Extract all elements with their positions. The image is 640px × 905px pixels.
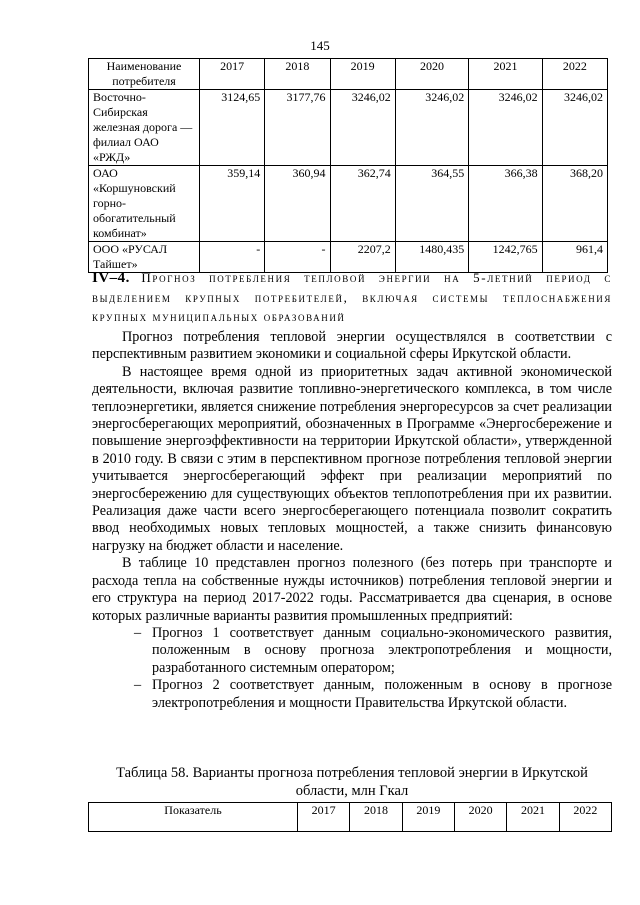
table-cell: 1480,435 xyxy=(395,242,468,273)
table-cell: - xyxy=(265,242,330,273)
paragraph: В таблице 10 представлен прогноз полезного (без потерь при транспорте и расхода тепла на собственные нужды источников) потребления тепловой энергии и его структура на период 2017-2022 годы. Рассматривается два сценария, в основе которых различные варианты развития промышленных предприятий: xyxy=(92,555,612,624)
paragraph: Прогноз потребления тепловой энергии осуществлялся в соответствии с перспективным развитием экономики и социальной сферы Иркутской области. xyxy=(92,329,612,363)
forecast-list xyxy=(92,625,612,712)
section-heading xyxy=(92,268,612,326)
list-marker: – xyxy=(134,677,142,694)
table-header-row xyxy=(89,803,612,832)
column-header: 2019 xyxy=(330,59,395,90)
table-cell: 961,4 xyxy=(542,242,607,273)
paragraph: В настоящее время одной из приоритетных задач активной экономической деятельности, включая развитие топливно-энергетического комплекса, в том числе теплоэнергетики, является снижение потребления энергоресурсов за счет реализации энергосберегающих мероприятий, обозначенных в Программе «Энергосбережение и повышение энергоэффективности на территории Иркутской области», утвержденной в 2010 году. В связи с этим в перспективном прогнозе потребления тепловой энергии учитывается энергосберегающий эффект при реализации мероприятий по энергосбережению для существующих объектов теплопотребления при их развитии. Реализация даже части всего энергосберегающего потенциала позволит сократить ввод необходимых новых тепловых мощностей, а также снизить финансовую нагрузку на бюджет области и население. xyxy=(92,363,612,554)
column-header: 2019 xyxy=(402,803,454,832)
table-cell: 3246,02 xyxy=(469,90,542,166)
column-header: 2018 xyxy=(350,803,402,832)
table-row xyxy=(89,166,608,242)
table-cell: 364,55 xyxy=(395,166,468,242)
table-cell: 1242,765 xyxy=(469,242,542,273)
list-marker: – xyxy=(134,624,142,641)
table-cell: 3246,02 xyxy=(542,90,607,166)
table-cell: 3177,76 xyxy=(265,90,330,166)
forecast-table xyxy=(88,802,612,832)
table-cell: 368,20 xyxy=(542,166,607,242)
table-cell: 3246,02 xyxy=(330,90,395,166)
table-cell: 362,74 xyxy=(330,166,395,242)
table-row xyxy=(89,90,608,166)
section-number: IV–4. xyxy=(92,270,130,286)
table-cell: - xyxy=(200,242,265,273)
list-item-text: Прогноз 1 соответствует данным социально-экономического развития, положенным в основу прогноза электропотребления и мощности, разработанного системным оператором; xyxy=(152,624,612,676)
table-cell: 366,38 xyxy=(469,166,542,242)
table-cell: 3124,65 xyxy=(200,90,265,166)
column-header: 2020 xyxy=(454,803,506,832)
consumer-name: Восточно-Сибирская железная дорога — филиал ОАО «РЖД» xyxy=(89,90,200,166)
page-number: 145 xyxy=(310,38,330,53)
column-header: 2018 xyxy=(265,59,330,90)
section-title: Прогноз потребления тепловой энергии на 5-летний период с выделением крупных потребителей, включая системы теплоснабжения крупных муниципальных образований xyxy=(92,270,613,324)
column-header: Показатель xyxy=(89,803,298,832)
consumers-table xyxy=(88,58,608,273)
table-cell: 360,94 xyxy=(265,166,330,242)
table-caption: Таблица 58. Варианты прогноза потребления тепловой энергии в Иркутской области, млн Гкал xyxy=(116,765,588,799)
table-cell: 3246,02 xyxy=(395,90,468,166)
column-header: 2020 xyxy=(395,59,468,90)
table-header-row xyxy=(89,59,608,90)
column-header: 2017 xyxy=(298,803,350,832)
table-cell: 2207,2 xyxy=(330,242,395,273)
column-header: 2022 xyxy=(542,59,607,90)
list-item-text: Прогноз 2 соответствует данным, положенным в основу в прогнозе электропотребления и мощности Правительства Иркутской области. xyxy=(152,677,612,711)
column-header: 2022 xyxy=(559,803,611,832)
list-item xyxy=(92,625,612,677)
column-header: 2021 xyxy=(469,59,542,90)
column-header: 2017 xyxy=(200,59,265,90)
table-cell: 359,14 xyxy=(200,166,265,242)
consumer-name: ОАО «Коршуновский горно-обогатительный комбинат» xyxy=(89,166,200,242)
column-header: 2021 xyxy=(507,803,559,832)
column-header: Наименование потребителя xyxy=(89,59,200,90)
list-item xyxy=(92,677,612,712)
body-text xyxy=(92,329,612,712)
consumer-name: ООО «РУСАЛ Тайшет» xyxy=(89,242,200,273)
